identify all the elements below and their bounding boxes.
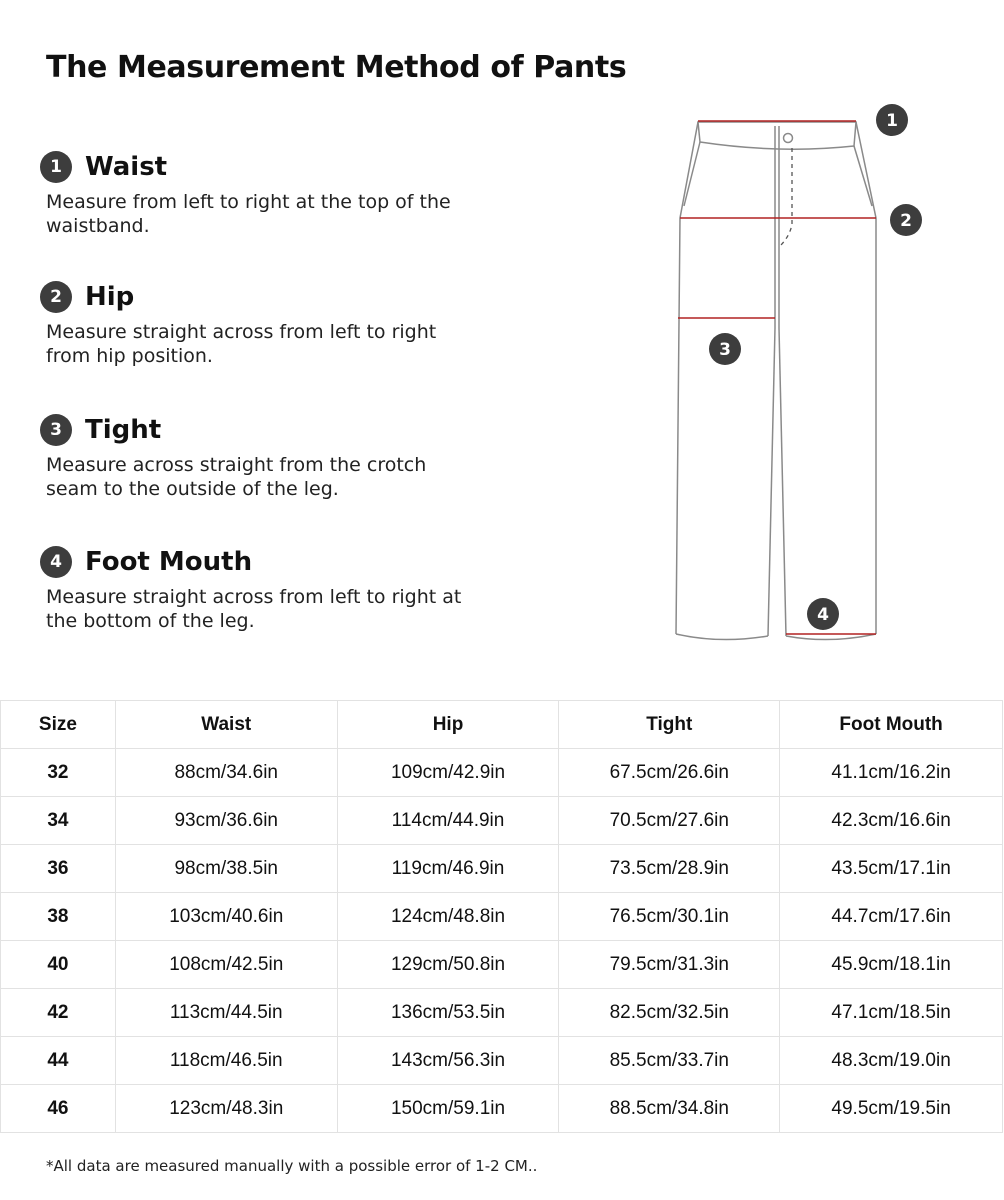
- cell-waist: 93cm/36.6in: [115, 797, 337, 845]
- cell-waist: 103cm/40.6in: [115, 893, 337, 941]
- cell-foot-mouth: 43.5cm/17.1in: [780, 845, 1003, 893]
- pants-outline: [676, 122, 876, 640]
- cell-foot-mouth: 41.1cm/16.2in: [780, 749, 1003, 797]
- cell-foot-mouth: 45.9cm/18.1in: [780, 941, 1003, 989]
- cell-size: 38: [1, 893, 116, 941]
- cell-tight: 67.5cm/26.6in: [559, 749, 780, 797]
- diagram-marker-1: [876, 104, 908, 136]
- step-description: Measure straight across from left to right at the bottom of the leg.: [46, 586, 462, 632]
- cell-tight: 85.5cm/33.7in: [559, 1037, 780, 1085]
- step-description: Measure from left to right at the top of the waistband.: [46, 191, 451, 237]
- header-tight: Tight: [559, 701, 780, 749]
- table-row: [1, 941, 1003, 989]
- footnote: *All data are measured manually with a possible error of 1-2 CM..: [46, 1157, 538, 1175]
- fly-stitch: [780, 148, 792, 246]
- cell-size: 46: [1, 1085, 116, 1133]
- header-hip: Hip: [337, 701, 559, 749]
- pants-illustration: [660, 96, 960, 656]
- step-title: Foot Mouth: [85, 547, 253, 577]
- svg-text:1: 1: [886, 111, 898, 131]
- step-number-badge: 2: [40, 281, 72, 313]
- cell-hip: 109cm/42.9in: [337, 749, 559, 797]
- cell-tight: 73.5cm/28.9in: [559, 845, 780, 893]
- cell-hip: 143cm/56.3in: [337, 1037, 559, 1085]
- cell-waist: 88cm/34.6in: [115, 749, 337, 797]
- cell-tight: 88.5cm/34.8in: [559, 1085, 780, 1133]
- cell-waist: 108cm/42.5in: [115, 941, 337, 989]
- table-row: [1, 989, 1003, 1037]
- cell-foot-mouth: 42.3cm/16.6in: [780, 797, 1003, 845]
- cell-size: 40: [1, 941, 116, 989]
- cell-hip: 136cm/53.5in: [337, 989, 559, 1037]
- step-hip: [40, 280, 476, 368]
- cell-hip: 129cm/50.8in: [337, 941, 559, 989]
- cell-waist: 123cm/48.3in: [115, 1085, 337, 1133]
- cell-foot-mouth: 44.7cm/17.6in: [780, 893, 1003, 941]
- table-row: [1, 1085, 1003, 1133]
- cell-hip: 124cm/48.8in: [337, 893, 559, 941]
- table-header-row: [1, 701, 1003, 749]
- cell-tight: 82.5cm/32.5in: [559, 989, 780, 1037]
- cell-size: 36: [1, 845, 116, 893]
- cell-size: 32: [1, 749, 116, 797]
- step-title: Hip: [85, 282, 135, 312]
- cell-size: 34: [1, 797, 116, 845]
- step-number-badge: 4: [40, 546, 72, 578]
- cell-waist: 118cm/46.5in: [115, 1037, 337, 1085]
- step-foot-mouth: [40, 545, 476, 633]
- diagram-marker-3: [709, 333, 741, 365]
- cell-waist: 113cm/44.5in: [115, 989, 337, 1037]
- size-chart-table: [0, 700, 1003, 1133]
- cell-hip: 119cm/46.9in: [337, 845, 559, 893]
- table-row: [1, 749, 1003, 797]
- pants-diagram: [660, 96, 960, 656]
- diagram-marker-2: [890, 204, 922, 236]
- cell-tight: 76.5cm/30.1in: [559, 893, 780, 941]
- header-waist: Waist: [115, 701, 337, 749]
- header-foot-mouth: Foot Mouth: [780, 701, 1003, 749]
- cell-size: 44: [1, 1037, 116, 1085]
- table-row: [1, 797, 1003, 845]
- step-waist: [40, 150, 476, 238]
- cell-hip: 114cm/44.9in: [337, 797, 559, 845]
- table-row: [1, 893, 1003, 941]
- step-tight: [40, 413, 476, 501]
- step-title: Tight: [85, 415, 162, 445]
- measure-lines: [678, 121, 876, 634]
- diagram-marker-4: [807, 598, 839, 630]
- svg-text:3: 3: [719, 340, 731, 360]
- step-number-badge: 1: [40, 151, 72, 183]
- table-row: [1, 845, 1003, 893]
- table-row: [1, 1037, 1003, 1085]
- step-description: Measure straight across from left to right from hip position.: [46, 321, 437, 367]
- header-size: Size: [1, 701, 116, 749]
- step-title: Waist: [85, 152, 168, 182]
- cell-tight: 70.5cm/27.6in: [559, 797, 780, 845]
- step-number-badge: 3: [40, 414, 72, 446]
- cell-waist: 98cm/38.5in: [115, 845, 337, 893]
- cell-foot-mouth: 49.5cm/19.5in: [780, 1085, 1003, 1133]
- cell-size: 42: [1, 989, 116, 1037]
- svg-text:4: 4: [817, 605, 829, 625]
- svg-text:2: 2: [900, 211, 912, 231]
- cell-foot-mouth: 47.1cm/18.5in: [780, 989, 1003, 1037]
- cell-foot-mouth: 48.3cm/19.0in: [780, 1037, 1003, 1085]
- cell-hip: 150cm/59.1in: [337, 1085, 559, 1133]
- step-description: Measure across straight from the crotch seam to the outside of the leg.: [46, 454, 427, 500]
- cell-tight: 79.5cm/31.3in: [559, 941, 780, 989]
- page-title: The Measurement Method of Pants: [46, 50, 627, 85]
